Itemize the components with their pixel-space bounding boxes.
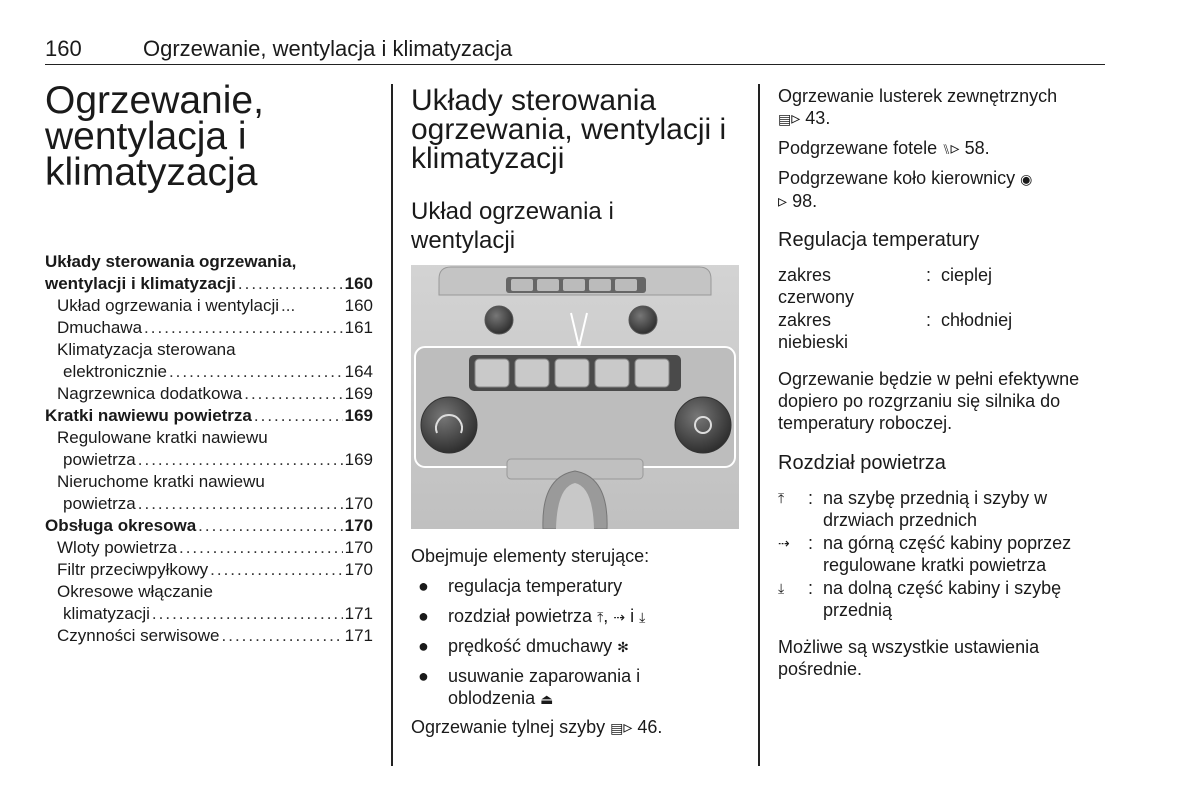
toc-group-heading[interactable]: Kratki nawiewu powietrza ..... 169 bbox=[45, 405, 373, 427]
rear-window-text: Ogrzewanie tylnej szyby ▤▹ 46. bbox=[411, 717, 663, 737]
rear-window-heating-icon: ▤ bbox=[610, 720, 624, 736]
section-title-line: klimatyzacji bbox=[411, 142, 565, 175]
windscreen-defrost-icon: ⏏ bbox=[540, 691, 554, 707]
page-header bbox=[45, 34, 1105, 65]
toc-entry[interactable]: elektronicznie ..... 164 bbox=[45, 361, 373, 383]
page-reference[interactable]: 43. bbox=[805, 108, 831, 128]
section-title-line: ogrzewania, wentylacji i bbox=[411, 113, 727, 146]
rear-window-heating-icon: ▤ bbox=[778, 111, 792, 127]
subsection-title-line: wentylacji bbox=[411, 227, 516, 254]
air-upper-icon: ⇢ bbox=[778, 535, 790, 551]
section-title-line: Układy sterowania bbox=[411, 84, 657, 117]
toc-group-heading[interactable]: Układy sterowania ogrzewania, bbox=[45, 252, 297, 271]
page-number: 160 bbox=[45, 36, 82, 61]
chapter-title bbox=[45, 79, 375, 194]
chapter-title-line: wentylacja i bbox=[45, 115, 247, 158]
toc-entry[interactable]: Układ ogrzewania i wentylacji ..... 160 bbox=[45, 295, 373, 317]
heated-seat-icon: ⑊ bbox=[942, 141, 951, 157]
toc-entry[interactable]: Filtr przeciwpyłkowy ..... 170 bbox=[45, 559, 373, 581]
final-note: Możliwe są wszystkie ustawienia pośrednie. bbox=[778, 637, 1040, 679]
air-upper-icon: ⇢ bbox=[613, 609, 626, 625]
section-title bbox=[411, 86, 756, 173]
column-divider bbox=[391, 84, 393, 766]
toc-entry[interactable]: powietrza ..... 169 bbox=[45, 449, 373, 471]
toc-entry[interactable]: Dmuchawa ..... 161 bbox=[45, 317, 373, 339]
toc-entry[interactable]: Okresowe włączanie bbox=[57, 582, 213, 601]
toc-entry[interactable]: powietrza ..... 170 bbox=[45, 493, 373, 515]
wheel-text: Podgrzewane koło kierownicy ◉ ▹ 98. bbox=[778, 168, 1033, 211]
temp-row-value: : chłodniej bbox=[926, 310, 1013, 330]
page-reference[interactable]: 58. bbox=[964, 138, 990, 158]
chapter-title-line: Ogrzewanie, bbox=[45, 79, 264, 122]
air-to-windscreen-icon: ⤒ bbox=[778, 490, 785, 506]
air-row: ⤓ : na dolną część kabiny i szybę przednią bbox=[778, 578, 1062, 620]
ref-arrow-icon: ▹ bbox=[950, 138, 960, 158]
running-header-title: Ogrzewanie, wentylacja i klimatyzacja bbox=[143, 36, 513, 61]
temp-row: zakres niebieski bbox=[778, 310, 849, 352]
toc-entry[interactable]: Czynności serwisowe ..... 171 bbox=[45, 625, 373, 647]
mirrors-text: Ogrzewanie lusterek zewnętrznych ▤▹ 43. bbox=[778, 86, 1058, 128]
toc-group-heading[interactable]: wentylacji i klimatyzacji ..... 160 bbox=[45, 273, 373, 295]
fan-icon: ✻ bbox=[617, 639, 629, 655]
air-lower-icon: ⤓ bbox=[778, 580, 785, 596]
toc-entry[interactable]: klimatyzacji ..... 171 bbox=[45, 603, 373, 625]
climate-control-panel-illustration bbox=[411, 265, 739, 529]
page-reference[interactable]: 46. bbox=[637, 717, 663, 737]
temp-heading: Regulacja temperatury bbox=[778, 229, 980, 251]
air-lower-icon: ⤓ bbox=[639, 609, 646, 625]
temp-note: Ogrzewanie będzie w pełni efektywne dopiero po rozgrzaniu się silnika do temperatury roboczej. bbox=[778, 369, 1080, 433]
heated-steering-wheel-icon: ◉ bbox=[1020, 171, 1033, 187]
toc-entry[interactable]: Klimatyzacja sterowana bbox=[57, 340, 236, 359]
subsection-title-line: Układ ogrzewania i bbox=[411, 198, 614, 225]
toc-entry[interactable]: Nagrzewnica dodatkowa ..... 169 bbox=[45, 383, 373, 405]
seats-text: Podgrzewane fotele ⑊▹ 58. bbox=[778, 138, 990, 158]
chapter-title-line: klimatyzacja bbox=[45, 151, 258, 194]
subsection-title bbox=[411, 197, 756, 255]
air-row: ⇢ : na górną część kabiny poprzez regulowane kratki powietrza bbox=[778, 533, 1072, 575]
air-row: ⤒ : na szybę przednią i szyby w drzwiach przednich bbox=[778, 488, 1048, 530]
temp-row-value: : cieplej bbox=[926, 265, 993, 285]
toc-entry[interactable]: Regulowane kratki nawiewu bbox=[57, 428, 268, 447]
toc-group-heading[interactable]: Obsługa okresowa ..... 170 bbox=[45, 515, 373, 537]
column-divider bbox=[758, 84, 760, 766]
air-heading: Rozdział powietrza bbox=[778, 452, 946, 474]
page-reference[interactable]: 98. bbox=[792, 191, 818, 211]
ref-arrow-icon: ▹ bbox=[778, 191, 788, 211]
toc-entry[interactable]: Wloty powietrza ..... 170 bbox=[45, 537, 373, 559]
temp-row: zakres czerwony bbox=[778, 265, 855, 307]
intro-text: Obejmuje elementy sterujące: bbox=[411, 546, 650, 566]
ref-arrow-icon: ▹ bbox=[623, 717, 633, 737]
ref-arrow-icon: ▹ bbox=[791, 108, 801, 128]
air-to-windscreen-icon: ⤒ bbox=[597, 609, 604, 625]
toc-entry[interactable]: Nieruchome kratki nawiewu bbox=[57, 472, 265, 491]
table-of-contents bbox=[45, 251, 373, 647]
